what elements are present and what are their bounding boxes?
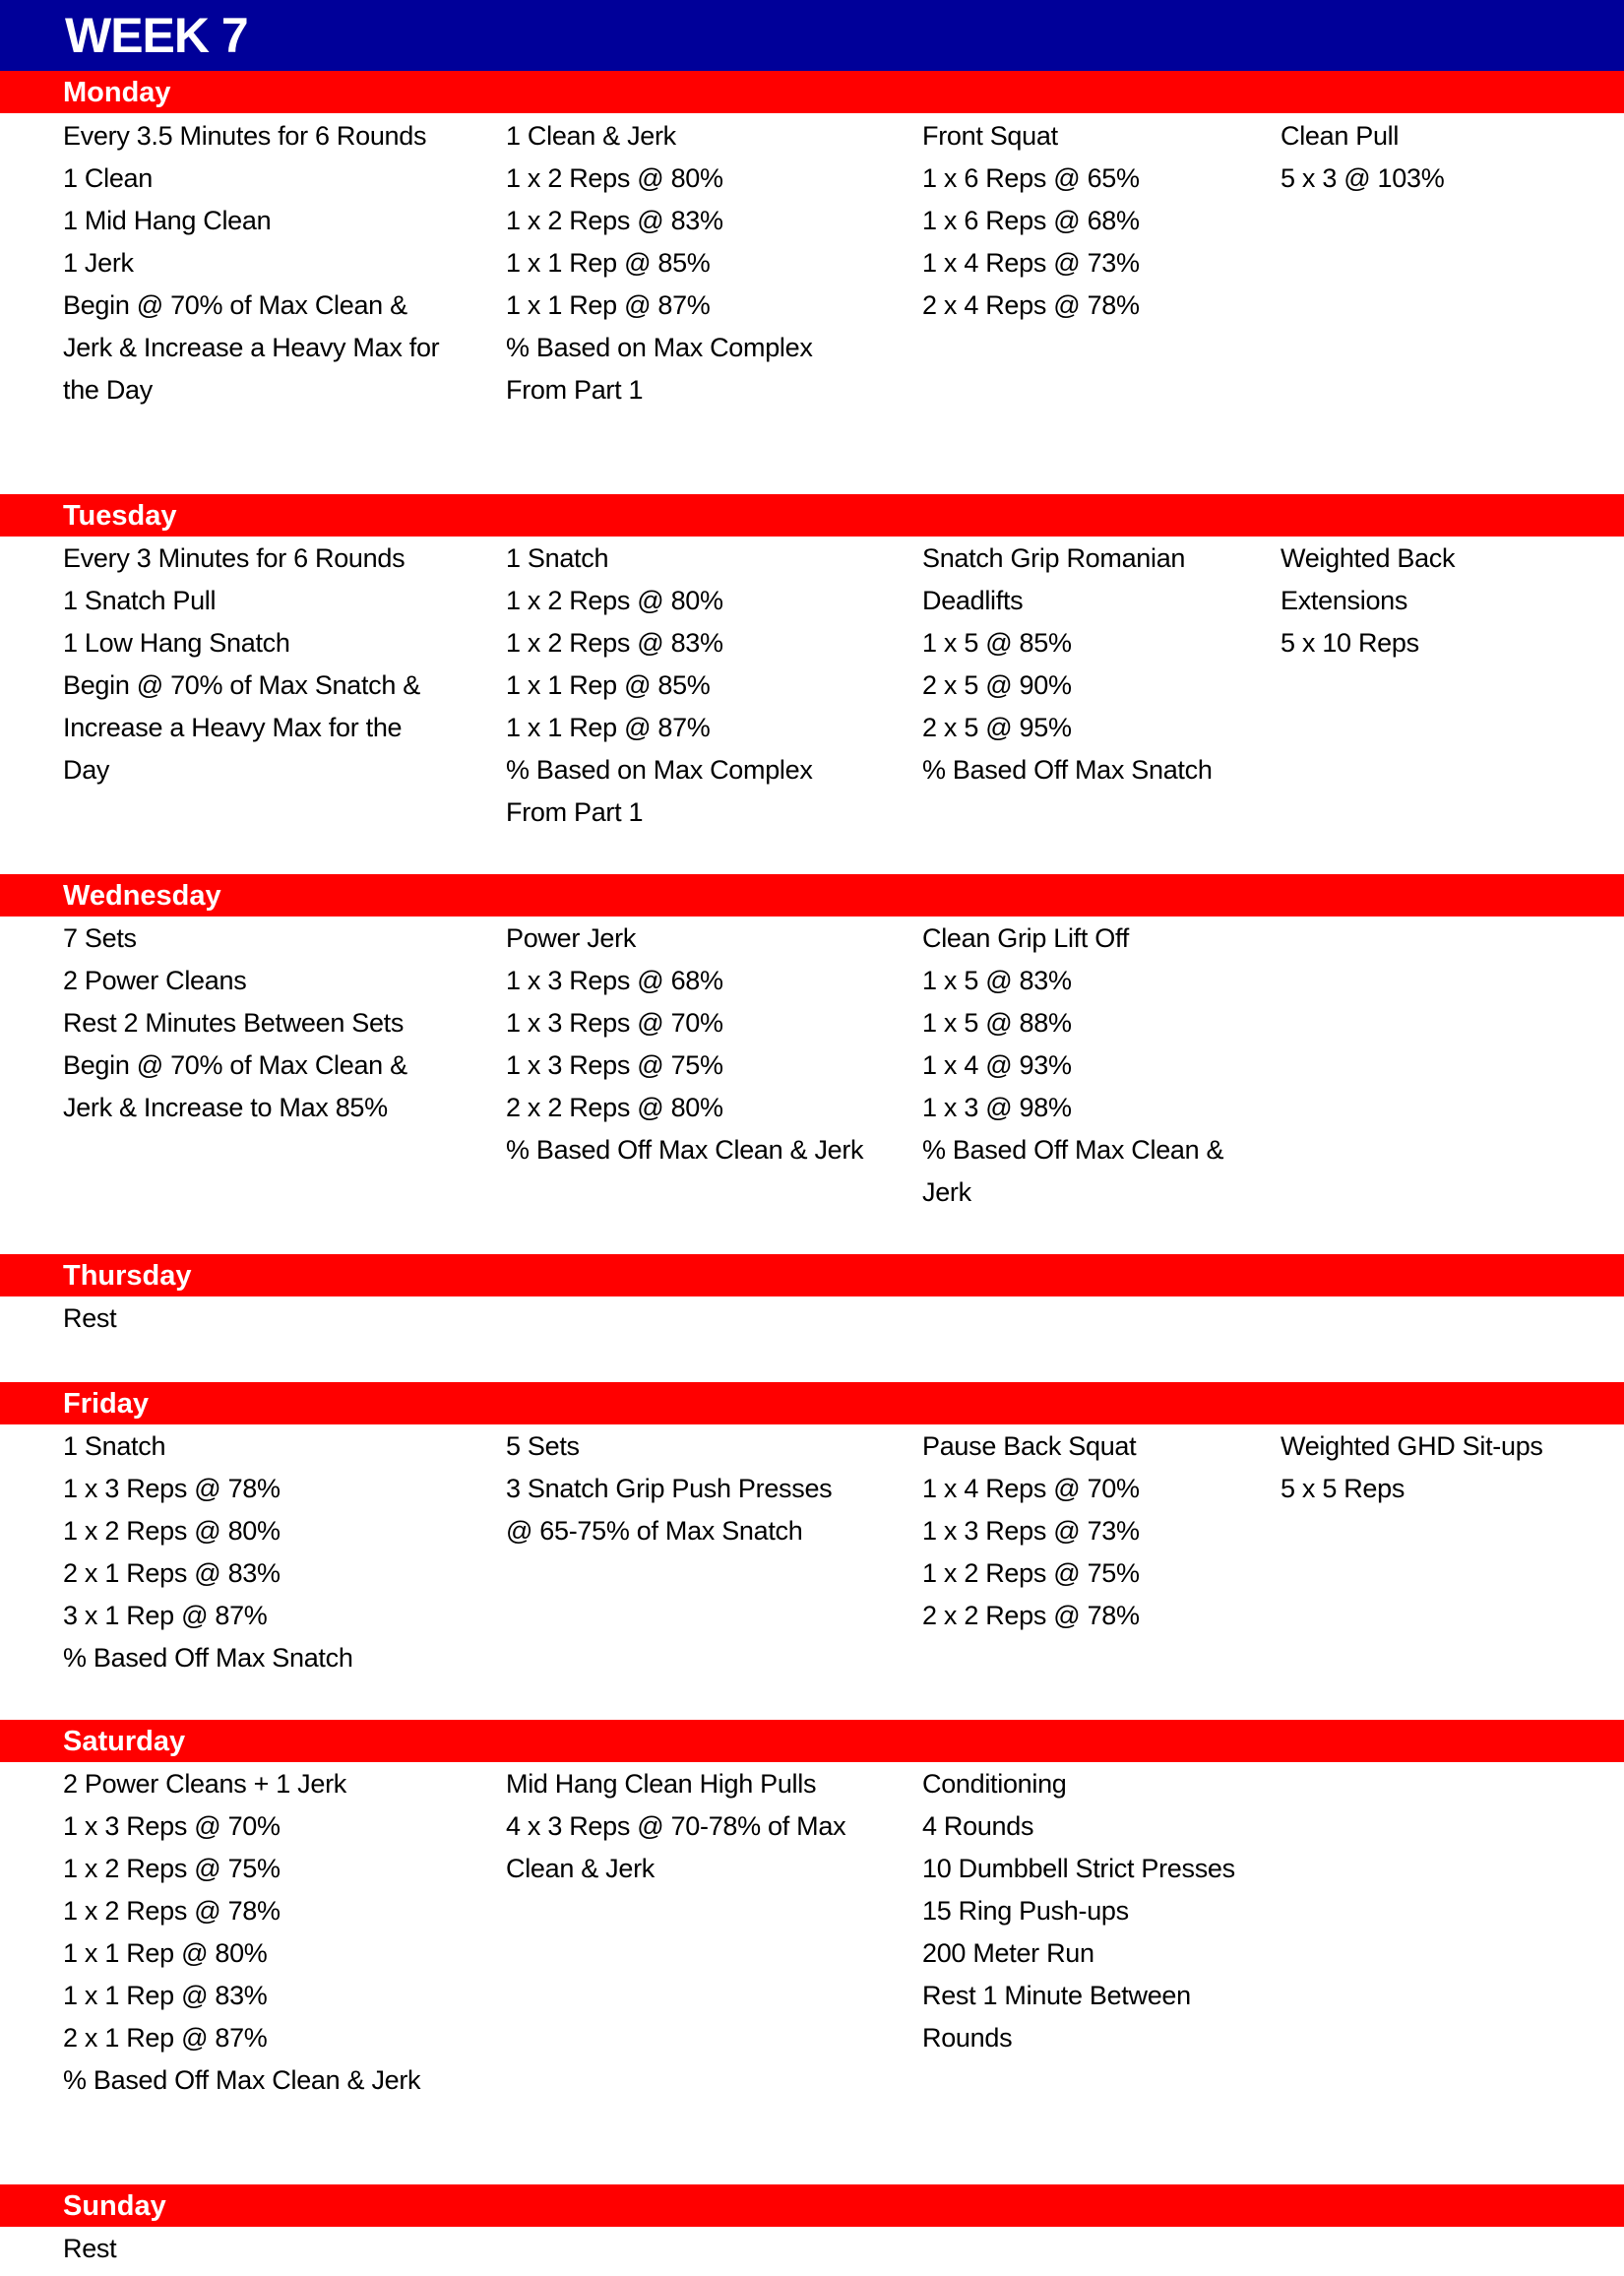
workout-line: Jerk & Increase a Heavy Max for	[63, 333, 440, 362]
workout-line: Rest	[63, 1303, 117, 1333]
workout-column-2	[506, 917, 863, 1171]
workout-line: Mid Hang Clean High Pulls	[506, 1769, 817, 1799]
day-header-friday	[0, 1382, 1624, 1424]
workout-column-1	[63, 1763, 420, 2102]
workout-line: 1 Snatch	[506, 543, 609, 573]
week-title: WEEK 7	[65, 8, 248, 63]
workout-line: From Part 1	[506, 375, 644, 405]
workout-line: 2 x 1 Rep @ 87%	[63, 2023, 268, 2053]
workout-line: % Based Off Max Clean & Jerk	[506, 1135, 864, 1165]
workout-line: Clean Grip Lift Off	[922, 923, 1129, 953]
workout-column-1	[63, 1297, 116, 1340]
day-label: Thursday	[63, 1260, 192, 1292]
workout-line: 1 x 2 Reps @ 80%	[506, 163, 723, 193]
workout-line: Begin @ 70% of Max Clean &	[63, 1050, 407, 1080]
workout-column-3	[922, 537, 1213, 791]
workout-line: 15 Ring Push-ups	[922, 1896, 1129, 1926]
workout-line: Clean & Jerk	[506, 1854, 655, 1883]
workout-line: Snatch Grip Romanian	[922, 543, 1186, 573]
workout-line: 10 Dumbbell Strict Presses	[922, 1854, 1235, 1883]
workout-line: 1 x 4 Reps @ 70%	[922, 1474, 1140, 1503]
workout-line: 1 x 1 Rep @ 80%	[63, 1938, 268, 1968]
workout-line: Jerk	[922, 1177, 971, 1207]
workout-column-1	[63, 1425, 353, 1679]
workout-column-2	[506, 115, 813, 411]
day-header-tuesday	[0, 494, 1624, 537]
workout-line: 200 Meter Run	[922, 1938, 1094, 1968]
workout-line: 5 x 5 Reps	[1280, 1474, 1405, 1503]
workout-line: 1 x 3 Reps @ 78%	[63, 1474, 281, 1503]
day-header-sunday	[0, 2184, 1624, 2227]
workout-line: % Based on Max Complex	[506, 755, 813, 785]
workout-line: % Based Off Max Clean &	[922, 1135, 1224, 1165]
workout-column-3	[922, 1763, 1235, 2059]
workout-line: 1 Snatch Pull	[63, 586, 217, 615]
workout-line: 1 x 1 Rep @ 87%	[506, 713, 711, 742]
workout-line: 1 x 5 @ 85%	[922, 628, 1072, 658]
day-header-monday	[0, 71, 1624, 113]
workout-line: 1 x 2 Reps @ 75%	[922, 1558, 1140, 1588]
day-label: Wednesday	[63, 880, 221, 912]
workout-line: 1 x 2 Reps @ 80%	[506, 586, 723, 615]
workout-line: 1 x 3 Reps @ 70%	[63, 1811, 281, 1841]
workout-line: Front Squat	[922, 121, 1058, 151]
workout-line: Pause Back Squat	[922, 1431, 1137, 1461]
workout-line: 1 x 3 Reps @ 68%	[506, 966, 723, 995]
workout-line: 1 x 6 Reps @ 68%	[922, 206, 1140, 235]
workout-column-3	[922, 1425, 1140, 1637]
workout-column-3	[922, 917, 1223, 1214]
workout-line: 1 Low Hang Snatch	[63, 628, 290, 658]
workout-line: 1 x 2 Reps @ 75%	[63, 1854, 281, 1883]
workout-line: Weighted GHD Sit-ups	[1280, 1431, 1543, 1461]
workout-line: 3 Snatch Grip Push Presses	[506, 1474, 833, 1503]
workout-line: % Based Off Max Snatch	[63, 1643, 353, 1673]
workout-line: 5 Sets	[506, 1431, 580, 1461]
workout-column-1	[63, 2228, 116, 2270]
workout-line: 2 x 4 Reps @ 78%	[922, 290, 1140, 320]
workout-column-4	[1280, 115, 1444, 200]
workout-column-1	[63, 537, 420, 791]
workout-line: 1 x 2 Reps @ 83%	[506, 206, 723, 235]
workout-line: 1 x 1 Rep @ 85%	[506, 248, 711, 278]
workout-line: 1 x 2 Reps @ 78%	[63, 1896, 281, 1926]
workout-line: 1 x 4 @ 93%	[922, 1050, 1072, 1080]
workout-column-4	[1280, 1425, 1543, 1510]
workout-line: Extensions	[1280, 586, 1408, 615]
day-label: Friday	[63, 1388, 150, 1420]
workout-line: Day	[63, 755, 110, 785]
workout-line: 1 Mid Hang Clean	[63, 206, 272, 235]
workout-line: % Based Off Max Clean & Jerk	[63, 2065, 421, 2095]
workout-line: Weighted Back	[1280, 543, 1456, 573]
workout-line: 1 x 6 Reps @ 65%	[922, 163, 1140, 193]
workout-line: Rounds	[922, 2023, 1013, 2053]
workout-line: 5 x 3 @ 103%	[1280, 163, 1445, 193]
workout-line: % Based on Max Complex	[506, 333, 813, 362]
day-header-thursday	[0, 1254, 1624, 1296]
workout-line: 1 Clean	[63, 163, 153, 193]
workout-line: 1 x 4 Reps @ 73%	[922, 248, 1140, 278]
workout-line: % Based Off Max Snatch	[922, 755, 1213, 785]
workout-line: Deadlifts	[922, 586, 1024, 615]
workout-line: Rest 2 Minutes Between Sets	[63, 1008, 405, 1038]
workout-line: 2 x 2 Reps @ 80%	[506, 1093, 723, 1122]
workout-line: Every 3 Minutes for 6 Rounds	[63, 543, 406, 573]
workout-column-2	[506, 537, 813, 834]
week-title-bar	[0, 0, 1624, 71]
workout-line: 2 x 5 @ 90%	[922, 670, 1072, 700]
workout-column-2	[506, 1425, 832, 1552]
workout-line: Jerk & Increase to Max 85%	[63, 1093, 388, 1122]
workout-line: Conditioning	[922, 1769, 1067, 1799]
workout-line: 1 x 1 Rep @ 85%	[506, 670, 711, 700]
workout-line: Begin @ 70% of Max Clean &	[63, 290, 407, 320]
day-label: Tuesday	[63, 500, 177, 532]
workout-line: 1 x 3 Reps @ 73%	[922, 1516, 1140, 1546]
workout-line: 1 x 3 @ 98%	[922, 1093, 1072, 1122]
workout-line: 1 x 3 Reps @ 75%	[506, 1050, 723, 1080]
workout-line: 1 x 1 Rep @ 83%	[63, 1981, 268, 2010]
workout-line: Increase a Heavy Max for the	[63, 713, 403, 742]
workout-line: 1 x 1 Rep @ 87%	[506, 290, 711, 320]
workout-column-1	[63, 115, 439, 411]
workout-line: 1 x 5 @ 83%	[922, 966, 1072, 995]
workout-line: 4 x 3 Reps @ 70-78% of Max	[506, 1811, 846, 1841]
workout-line: 1 x 2 Reps @ 80%	[63, 1516, 281, 1546]
day-label: Saturday	[63, 1726, 186, 1757]
workout-column-3	[922, 115, 1140, 327]
workout-line: Rest 1 Minute Between	[922, 1981, 1191, 2010]
workout-line: 5 x 10 Reps	[1280, 628, 1419, 658]
workout-line: Rest	[63, 2234, 117, 2263]
workout-column-4	[1280, 537, 1455, 664]
workout-line: 2 Power Cleans + 1 Jerk	[63, 1769, 346, 1799]
workout-line: Power Jerk	[506, 923, 637, 953]
workout-line: 1 Clean & Jerk	[506, 121, 676, 151]
workout-column-1	[63, 917, 407, 1129]
workout-line: 2 Power Cleans	[63, 966, 247, 995]
workout-line: @ 65-75% of Max Snatch	[506, 1516, 803, 1546]
workout-line: 3 x 1 Rep @ 87%	[63, 1601, 268, 1630]
day-header-wednesday	[0, 874, 1624, 917]
workout-line: the Day	[63, 375, 153, 405]
workout-line: 2 x 1 Reps @ 83%	[63, 1558, 281, 1588]
workout-line: From Part 1	[506, 797, 644, 827]
workout-line: 7 Sets	[63, 923, 137, 953]
workout-line: 1 x 5 @ 88%	[922, 1008, 1072, 1038]
workout-line: 1 Jerk	[63, 248, 134, 278]
day-label: Monday	[63, 77, 171, 108]
workout-line: Every 3.5 Minutes for 6 Rounds	[63, 121, 427, 151]
day-label: Sunday	[63, 2190, 166, 2222]
day-header-saturday	[0, 1720, 1624, 1762]
workout-column-2	[506, 1763, 845, 1890]
workout-line: Begin @ 70% of Max Snatch &	[63, 670, 421, 700]
workout-line: 2 x 5 @ 95%	[922, 713, 1072, 742]
workout-line: 1 x 3 Reps @ 70%	[506, 1008, 723, 1038]
workout-line: 4 Rounds	[922, 1811, 1034, 1841]
workout-line: 1 x 2 Reps @ 83%	[506, 628, 723, 658]
workout-line: Clean Pull	[1280, 121, 1400, 151]
workout-line: 2 x 2 Reps @ 78%	[922, 1601, 1140, 1630]
workout-line: 1 Snatch	[63, 1431, 166, 1461]
